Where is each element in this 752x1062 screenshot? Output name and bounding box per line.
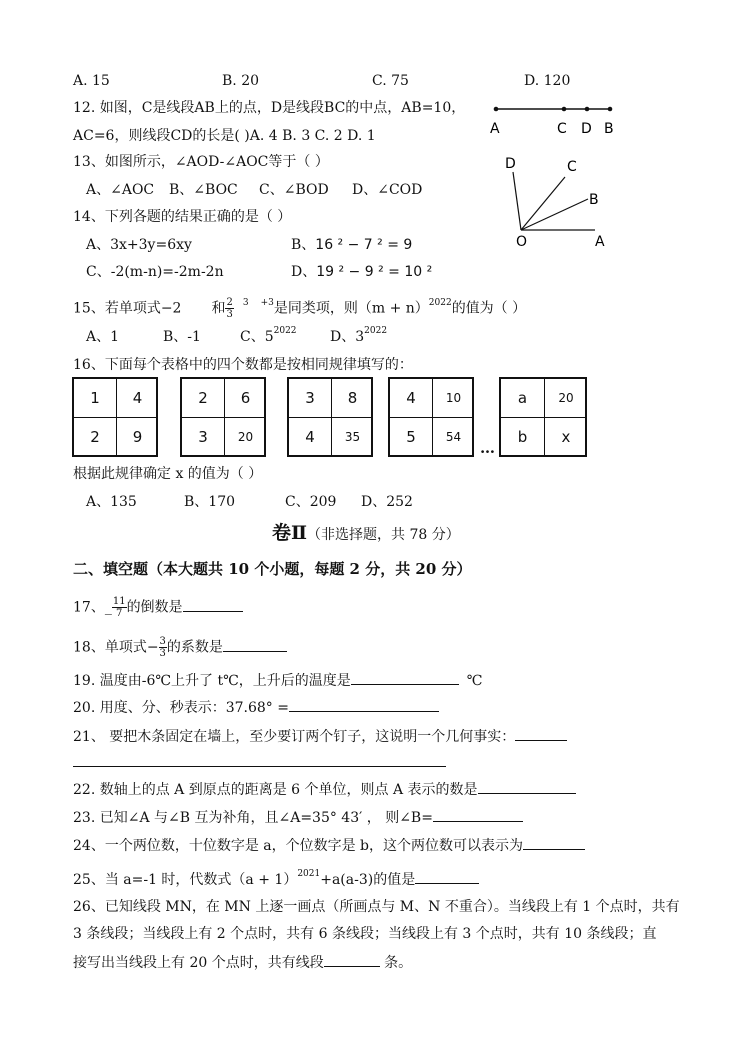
q12-label-d: D [581, 121, 592, 137]
q16-option-a: A、135 [86, 494, 137, 510]
table-cell: 54 [445, 429, 462, 444]
q22: 22. 数轴上的点 A 到原点的距离是 6 个单位，则点 A 表示的数是 [73, 779, 576, 799]
table-cell: 8 [347, 389, 358, 407]
q16-option-c: C、209 [285, 494, 337, 510]
q18: 18、单项式− $\frac{3}{3}$ 的系数是 [73, 636, 287, 659]
q13-option-a: A、∠AOC [86, 182, 155, 198]
q16-table-2 [180, 377, 266, 457]
q11-option-c: C. 75 [372, 73, 409, 89]
q17: 17、_ $\frac{11}{7}$ 的倒数是 [73, 596, 243, 619]
q21: 21、 要把木条固定在墙上，至少要订两个钉子，这说明一个几何事实： [73, 726, 567, 746]
q12-label-c: C [557, 121, 567, 137]
table-cell: 4 [305, 427, 315, 446]
table-cell: 20 [558, 391, 574, 405]
q15-stem: 15、若单项式−2 和 $\frac{2}{3}$ $^3$ $^{+3}$是同类项，则$(m + n)^{2022}$的值为（ ） [73, 297, 527, 320]
q19: 19. 温度由-6℃上升了 t℃，上升后的温度是 ℃ [73, 670, 482, 690]
table-cell: 20 [237, 429, 254, 444]
q25: 25、当 a=-1 时，代数式$(a + 1)^{2021}+a(a-3)$的值是 [73, 869, 479, 891]
table-cell: b [517, 427, 528, 446]
q13-option-d: D、∠COD [352, 182, 423, 198]
q23-answer-blank[interactable] [433, 807, 523, 822]
q26-answer-blank[interactable] [324, 952, 380, 967]
q25-answer-blank[interactable] [415, 869, 479, 884]
q16-option-b: B、170 [184, 494, 236, 510]
q20-answer-blank[interactable] [289, 697, 439, 712]
q13-option-b: B、∠BOC [169, 182, 238, 198]
q14-option-d: D、19 ² − 9 ² = 10 ² [291, 264, 433, 280]
q20: 20. 用度、分、秒表示：37.68° = [73, 697, 439, 717]
q13-label-d: D [505, 156, 516, 172]
q26-line2: 3 条线段；当线段上有 2 个点时，共有 6 条线段；当线段上有 3 个点时，共有 10 条线段；直 [73, 926, 657, 942]
q16-option-d: D、252 [361, 494, 413, 510]
q11-option-b: B. 20 [222, 73, 260, 89]
table-cell: 10 [445, 391, 462, 405]
q19-answer-blank[interactable] [351, 670, 459, 685]
q24: 24、一个两位数，十位数字是 a，个位数字是 b，这个两位数可以表示为 [73, 835, 585, 855]
q15-option-b: B、-1 [163, 329, 201, 345]
q15-option-a: A、1 [86, 329, 120, 345]
q12-label-a: A [490, 121, 500, 137]
q11-option-d: D. 120 [524, 73, 571, 89]
table-cell: 4 [132, 389, 143, 407]
q13-label-a: A [595, 234, 605, 250]
table-cell: 35 [344, 429, 361, 444]
table-cell: a [517, 389, 528, 407]
q13-label-o: O [516, 234, 528, 250]
q16-table-5 [499, 377, 587, 457]
q17-answer-blank[interactable] [183, 597, 243, 612]
table-cell: 5 [406, 427, 416, 446]
q13-option-c: C、∠BOD [259, 182, 329, 198]
q16-question: 根据此规律确定 x 的值为（ ） [73, 466, 263, 482]
section-2-title: 卷Ⅱ（非选择题，共 78 分） [272, 522, 460, 544]
table-cell: 6 [240, 389, 251, 407]
q13-label-b: B [589, 192, 599, 208]
table-cell: 2 [198, 389, 208, 407]
q23: 23. 已知∠A 与∠B 互为补角，且∠A=35° 43′ ， 则∠B= [73, 807, 523, 827]
q12-segment-diagram [486, 100, 616, 140]
q12-line1: 12. 如图，C是线段AB上的点，D是线段BC的中点，AB=10， [73, 100, 466, 116]
q14-stem: 14、下列各题的结果正确的是（ ） [73, 209, 292, 225]
q14-option-c: C、-2(m-n)=-2m-2n [86, 264, 224, 280]
q12-line2: AC=6，则线段CD的长是( )A. 4 B. 3 C. 2 D. 1 [73, 128, 376, 144]
q26-line3: 接写出当线段上有 20 个点时，共有线段 条。 [73, 952, 412, 972]
q15-fraction: $\frac{2}{3}$ [226, 297, 233, 320]
q16-ellipsis: … [480, 439, 495, 457]
table-cell: 3 [305, 389, 315, 407]
table-cell: x [561, 427, 571, 446]
table-cell: 3 [198, 427, 208, 446]
q16-stem: 16、下面每个表格中的四个数都是按相同规律填写的： [73, 357, 413, 373]
q11-option-a: A. 15 [73, 73, 110, 89]
q21-answer-blank[interactable] [515, 726, 567, 741]
q24-answer-blank[interactable] [523, 835, 585, 850]
q15-option-c: C、$5^{2022}$ [240, 326, 297, 345]
q13-stem: 13、如图所示，∠AOD-∠AOC等于（ ） [73, 154, 329, 170]
q21-answer-line[interactable] [73, 766, 446, 767]
table-cell: 9 [132, 427, 143, 446]
q16-table-3 [287, 377, 373, 457]
table-cell: 4 [406, 389, 416, 407]
q15-option-d: D、$3^{2022}$ [330, 326, 388, 345]
q16-table-1 [72, 377, 158, 457]
q18-answer-blank[interactable] [223, 637, 287, 652]
q14-option-a: A、3x+3y=6xy [86, 237, 192, 253]
part-2-heading: 二、填空题（本大题共 10 个小题，每题 2 分，共 20 分） [73, 560, 472, 578]
q22-answer-blank[interactable] [478, 779, 576, 794]
q13-label-c: C [567, 159, 577, 175]
table-cell: 1 [90, 389, 100, 407]
q12-label-b: B [604, 121, 614, 137]
q16-table-4 [388, 377, 474, 457]
q26-line1: 26、已知线段 MN，在 MN 上逐一画点（所画点与 M、N 不重合）。当线段上有 1 个点时，共有 [73, 899, 680, 915]
q13-angle-diagram [495, 152, 625, 252]
q14-option-b: B、16 ² − 7 ² = 9 [291, 237, 413, 253]
table-cell: 2 [90, 427, 100, 446]
